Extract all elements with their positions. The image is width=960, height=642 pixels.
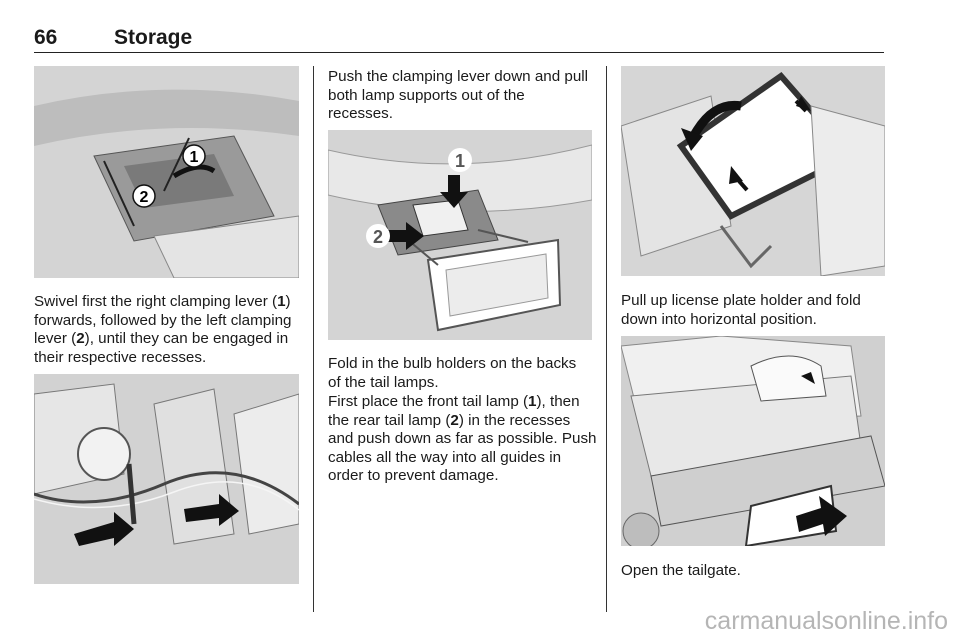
clamping-lever-instruction [34,293,302,367]
figure-callout-2: 2 [372,227,384,247]
figure-clamping-levers [34,66,299,278]
page-number: 66 [34,26,58,49]
figure-license-plate-holder [621,66,885,276]
lamp-supports-instruction: Push the clamping lever down and pull both lamp supports out of the recesses. [328,68,589,122]
callout-ref-2: 2 [76,330,85,347]
column-divider-right [606,66,607,612]
text-run: First place the front tail lamp ( [328,393,529,410]
text-run: ), then the rear tail lamp ( [328,393,580,429]
callout-ref-2: 2 [450,411,459,429]
bulb-holders-instruction: Fold in the bulb holders on the backs of the tail lamps. [328,355,577,391]
text-run: Swivel first the right clamping lever ( [34,293,278,310]
callout-ref-1: 1 [277,293,286,310]
page-header [34,26,884,53]
figure-tail-lamp [328,130,592,340]
figure-callout-2: 2 [139,189,149,206]
figure-cables [34,374,299,584]
text-run: ), until they can be engaged in their respective recesses. [34,330,289,366]
page-title: Storage [114,26,193,49]
column-divider-left [313,66,314,612]
text-run: ) forwards, followed by the left clamping lever ( [34,293,292,347]
callout-ref-1: 1 [528,393,537,410]
tailgate-instruction: Open the tailgate. [621,562,741,579]
figure-tailgate-open [621,336,885,546]
license-plate-instruction: Pull up license plate holder and fold down into horizontal position. [621,292,861,328]
tail-lamp-placement-instruction [328,393,598,486]
figure-callout-1: 1 [454,151,466,171]
text-run: ) in the recesses and push down as far as possible. Push cables all the way into all guides in order to prevent damage. [328,411,597,484]
figure-callout-1: 1 [189,149,199,166]
watermark: carmanualsonline.info [704,607,948,635]
